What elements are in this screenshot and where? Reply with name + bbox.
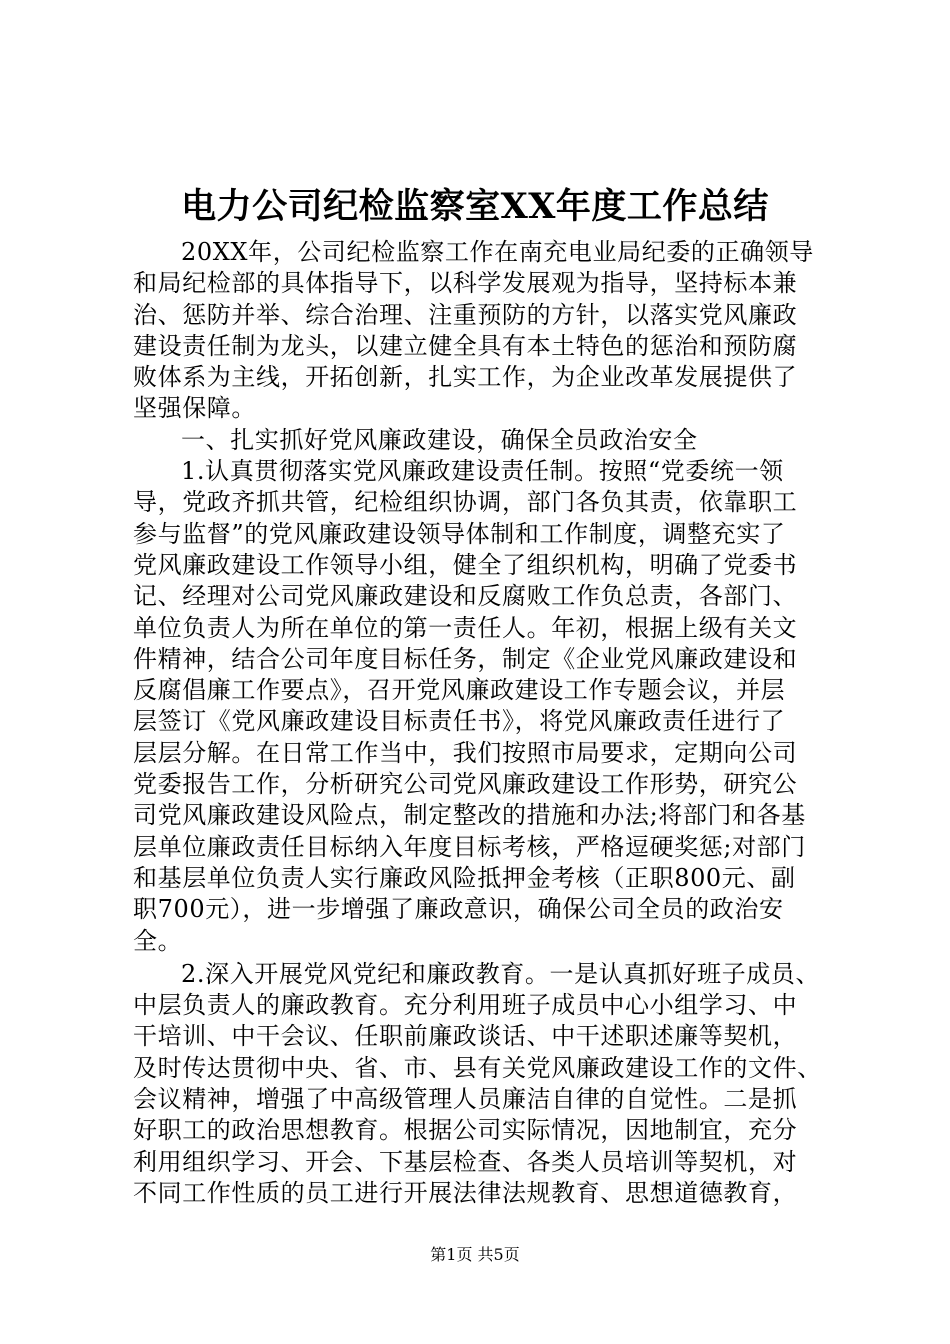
text-line: 司党风廉政建设风险点，制定整改的措施和办法;将部门和各基 xyxy=(133,801,806,830)
text-line: 20XX年，公司纪检监察工作在南充电业局纪委的正确领导 xyxy=(181,238,814,266)
text-line: 参与监督”的党风廉政建设领导体制和工作制度，调整充实了 xyxy=(133,519,786,548)
text-line: 治、惩防并举、综合治理、注重预防的方针，以落实党风廉政 xyxy=(133,300,798,329)
text-line: 败体系为主线，开拓创新，扎实工作，为企业改革发展提供了 xyxy=(133,363,798,392)
text-line: 导，党政齐抓共管，纪检组织协调，部门各负其责，依靠职工 xyxy=(133,488,798,517)
text-line: 记、经理对公司党风廉政建设和反腐败工作负总责，各部门、 xyxy=(133,582,798,611)
text-line: 坚强保障。 xyxy=(133,394,256,423)
text-line: 和局纪检部的具体指导下，以科学发展观为指导，坚持标本兼 xyxy=(133,269,798,298)
text-line: 利用组织学习、开会、下基层检查、各类人员培训等契机，对 xyxy=(133,1147,798,1176)
text-line: 单位负责人为所在单位的第一责任人。年初，根据上级有关文 xyxy=(133,613,798,642)
text-line: 好职工的政治思想教育。根据公司实际情况，因地制宜，充分 xyxy=(133,1116,798,1145)
document-body xyxy=(133,237,823,1209)
text-line: 1.认真贯彻落实党风廉政建设责任制。按照“党委统一领 xyxy=(181,457,784,486)
text-line: 建设责任制为龙头，以建立健全具有本土特色的惩治和预防腐 xyxy=(133,331,798,360)
text-line: 会议精神，增强了中高级管理人员廉洁自律的自觉性。二是抓 xyxy=(133,1085,798,1114)
text-line: 2.深入开展党风党纪和廉政教育。一是认真抓好班子成员、 xyxy=(181,959,821,988)
section-heading: 一、扎实抓好党风廉政建设，确保全员政治安全 xyxy=(181,425,698,454)
text-line: 层层分解。在日常工作当中，我们按照市局要求，定期向公司 xyxy=(133,738,798,767)
text-line: 职700元），进一步增强了廉政意识，确保公司全员的政治安 xyxy=(133,895,784,924)
text-line: 不同工作性质的员工进行开展法律法规教育、思想道德教育， xyxy=(133,1178,798,1207)
text-line: 干培训、中干会议、任职前廉政谈话、中干述职述廉等契机， xyxy=(133,1022,798,1051)
page-number-footer: 第1页 共5页 xyxy=(430,1245,520,1264)
text-line: 和基层单位负责人实行廉政风险抵押金考核（正职800元、副 xyxy=(133,863,796,892)
text-line: 及时传达贯彻中央、省、市、县有关党风廉政建设工作的文件、 xyxy=(133,1053,822,1082)
text-line: 层单位廉政责任目标纳入年度目标考核，严格逗硬奖惩;对部门 xyxy=(133,832,806,861)
text-line: 党委报告工作，分析研究公司党风廉政建设工作形势，研究公 xyxy=(133,770,798,799)
text-line: 全。 xyxy=(133,926,183,955)
document-title: 电力公司纪检监察室XX年度工作总结 xyxy=(181,186,769,227)
text-line: 中层负责人的廉政教育。充分利用班子成员中心小组学习、中 xyxy=(133,991,798,1020)
text-line: 反腐倡廉工作要点》，召开党风廉政建设工作专题会议，并层 xyxy=(133,676,786,705)
text-line: 层签订《党风廉政建设目标责任书》，将党风廉政责任进行了 xyxy=(133,707,786,736)
text-line: 党风廉政建设工作领导小组，健全了组织机构，明确了党委书 xyxy=(133,550,798,579)
text-line: 件精神，结合公司年度目标任务，制定《企业党风廉政建设和 xyxy=(133,644,798,673)
